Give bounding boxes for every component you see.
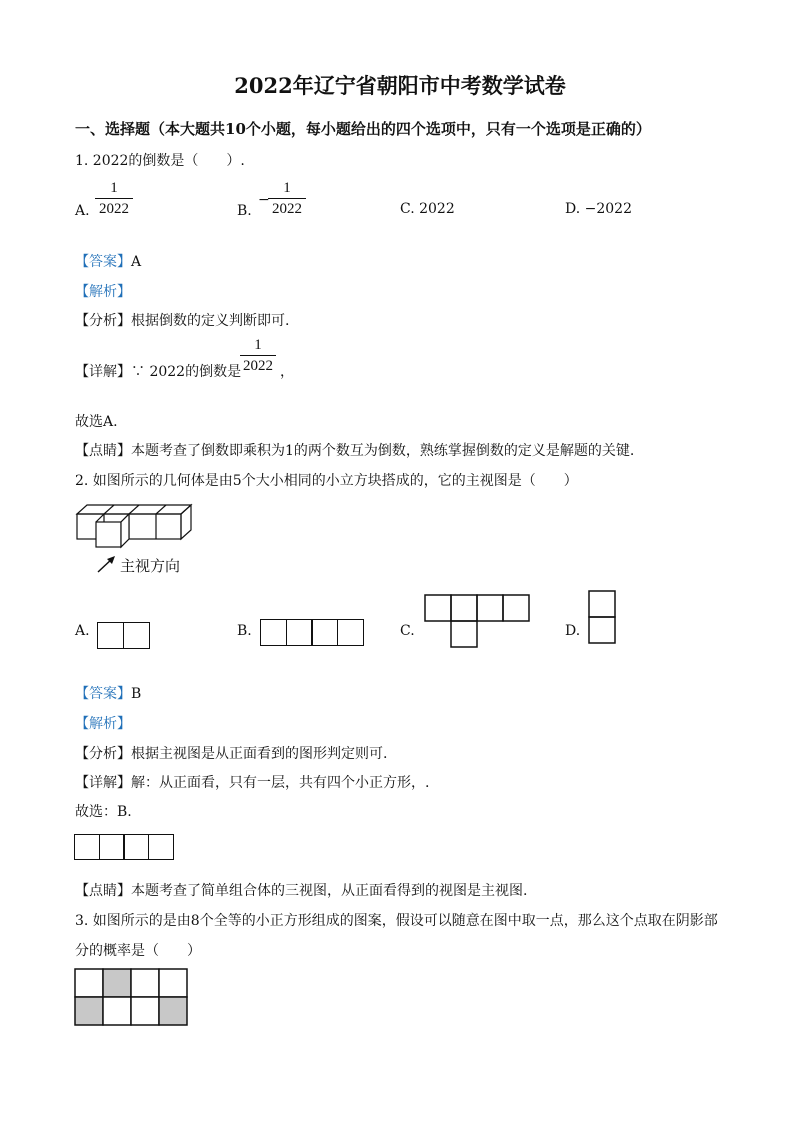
q3-cell-r2c2 [103,997,131,1025]
grid-square [260,619,287,646]
comment-tag: 【点睛】 [75,883,131,899]
fenxi-text: 根据倒数的定义判断即可. [131,313,290,329]
comment-text: 本题考查了倒数即乘积为1的两个数互为倒数，熟练掌握倒数的定义是解题的关键. [131,443,635,459]
answer-tag: 【答案】 [75,686,131,702]
q3-cell-r2c1-shaded [75,997,103,1025]
q2-option-a-label: A. [75,623,90,639]
q1-option-b-denominator: 2022 [272,201,302,217]
q1-option-d: D. −2022 [565,201,632,217]
q2-option-d-label: D. [565,623,581,639]
q2-comment [75,880,527,900]
grid-square [311,619,338,646]
q3-figure [74,968,190,1028]
q1-option-a-numerator: 1 [110,180,118,196]
q3-stem-line1: 3. 如图所示的是由8个全等的小正方形组成的图案，假设可以随意在图中取一点，那么这个点取在阴影部 [75,913,718,929]
view-direction-arrow-icon [95,555,117,575]
q1-detail-fraction [240,337,276,375]
q3-cell-r1c2-shaded [103,969,131,997]
answer-value: B [131,686,142,702]
q2-fenxi [75,743,387,763]
detail-text: ∵ 2022的倒数是 [131,364,242,380]
q2-option-c-label: C. [400,623,415,639]
q2-answer-figure [74,834,174,860]
q1-detail [75,361,241,381]
q2-option-d-figure [588,590,618,646]
q1-option-a-fraction [95,180,133,218]
fenxi-text: 根据主视图是从正面看到的图形判定则可. [131,746,388,762]
q1-option-b-label: B. [237,203,252,219]
q2-detail [75,772,429,792]
comment-tag: 【点睛】 [75,443,131,459]
q3-cell-r1c4 [159,969,187,997]
grid-square [123,622,150,649]
q1-fenxi [75,310,289,330]
detail-numerator: 1 [254,337,262,353]
grid-square [148,834,174,860]
q1-detail-end: ， [280,364,294,380]
answer-value: A [131,254,142,270]
grid-square [97,622,124,649]
q1-comment [75,440,634,460]
q2-option-c-figure [424,594,532,650]
detail-tag: 【详解】 [75,364,131,380]
detail-denominator: 2022 [243,358,273,374]
fenxi-tag: 【分析】 [75,746,131,762]
q3-cell-r1c1 [75,969,103,997]
q1-option-b-fraction [268,180,306,218]
grid-square [99,834,125,860]
comment-text: 本题考查了简单组合体的三视图，从正面看得到的视图是主视图. [131,883,528,899]
q2-option-a-figure [97,622,150,649]
q1-option-b-numerator: 1 [283,180,291,196]
page-title: 2022年辽宁省朝阳市中考数学试卷 [234,73,566,98]
detail-tag: 【详解】 [75,775,131,791]
q2-figure-caption: 主视方向 [120,557,181,575]
grid-square [286,619,313,646]
grid-square [74,834,100,860]
section-heading: 一、选择题（本大题共10个小题，每小题给出的四个选项中，只有一个选项是正确的） [75,120,651,138]
grid-square [123,834,149,860]
q2-choose: 故选：B. [75,804,132,820]
q2-option-b-figure [260,619,364,646]
q2-answer [75,683,141,703]
answer-tag: 【答案】 [75,254,131,270]
detail-text: 解：从正面看，只有一层，共有四个小正方形，. [131,775,430,791]
q2-option-b-label: B. [237,623,252,639]
q1-choose: 故选A. [75,414,118,430]
q1-analysis-tag: 【解析】 [75,284,131,300]
fenxi-tag: 【分析】 [75,313,131,329]
q1-stem: 1. 2022的倒数是（ ）. [75,153,245,169]
q1-option-b-sign: − [258,192,270,208]
q1-option-a-denominator: 2022 [99,201,129,217]
q1-answer [75,251,141,271]
q2-analysis-tag: 【解析】 [75,716,131,732]
q3-stem-line2: 分的概率是（ ） [75,943,201,959]
q3-cell-r2c3 [131,997,159,1025]
q1-option-c: C. 2022 [400,201,455,217]
q2-stem: 2. 如图所示的几何体是由5个大小相同的小立方块搭成的，它的主视图是（ ） [75,473,578,489]
q2-solid-figure [72,500,197,552]
q1-option-a-label: A. [75,203,90,219]
q3-cell-r1c3 [131,969,159,997]
q3-cell-r2c4-shaded [159,997,187,1025]
grid-square [337,619,364,646]
